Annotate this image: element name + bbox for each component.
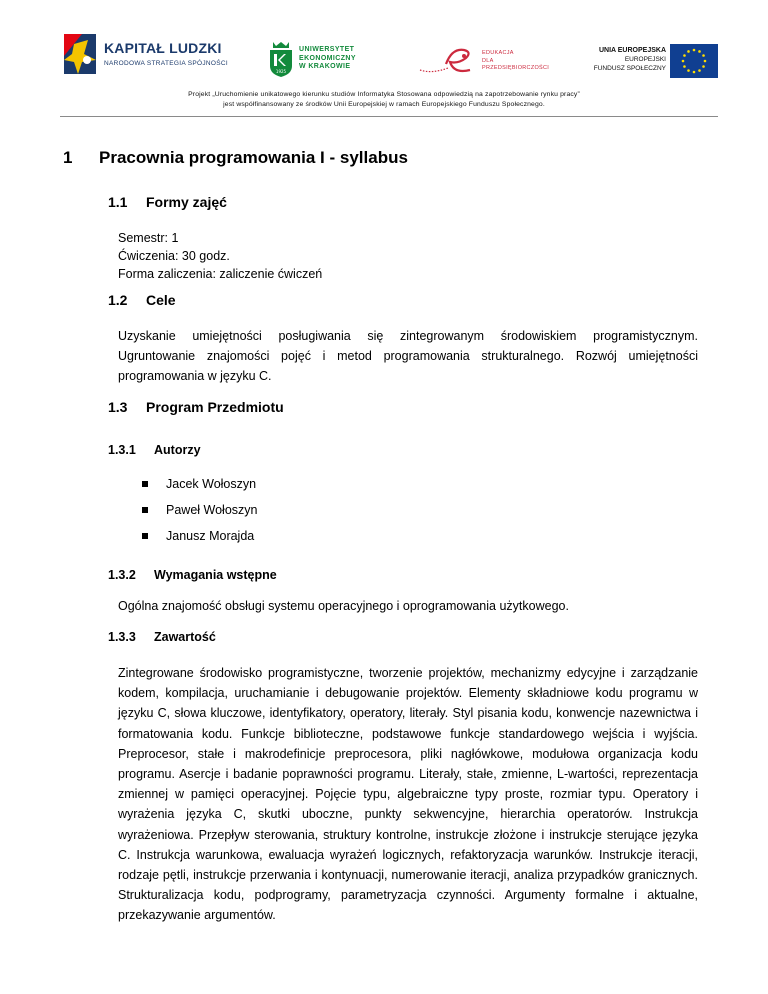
eu-star-icon: [687, 69, 690, 72]
eu-star-icon: [704, 60, 707, 63]
heading-1: [63, 148, 408, 168]
detail-line: Ćwiczenia: 30 godz.: [118, 249, 230, 263]
uniwersytet-line: EKONOMICZNY: [299, 54, 356, 62]
uniwersytet-line: UNIWERSYTET: [299, 46, 355, 53]
uniwersytet-logo: [267, 40, 377, 80]
bullet-square-icon: [142, 481, 148, 487]
heading-formy-zajec: [108, 194, 227, 210]
kapital-ludzki-title: KAPITAŁ LUDZKI: [104, 40, 222, 56]
eu-star-icon: [693, 71, 696, 74]
author-name: Jacek Wołoszyn: [166, 477, 257, 491]
heading-text: Pracownia programowania I - syllabus: [99, 148, 408, 167]
heading-number: 1.3.2: [108, 568, 136, 582]
heading-text: Cele: [146, 292, 176, 308]
heading-number: 1.3: [108, 399, 128, 415]
eu-flag-icon: [670, 44, 718, 78]
eu-star-icon: [702, 65, 705, 68]
eu-star-icon: [682, 60, 685, 63]
uniwersytet-name: [299, 46, 356, 72]
kapital-ludzki-emblem-icon: [60, 30, 100, 78]
uniwersytet-year: 1925: [275, 69, 287, 74]
heading-text: Zawartość: [154, 630, 216, 644]
bullet-square-icon: [142, 507, 148, 513]
heading-wymagania-wstepne: [108, 568, 277, 582]
unia-europejska-name: [594, 46, 666, 73]
heading-autorzy: [108, 443, 201, 457]
edukacja-name: [482, 50, 549, 73]
header-logos: [0, 0, 768, 108]
uniwersytet-crest-icon: [267, 40, 295, 78]
author-name: Janusz Morajda: [166, 529, 255, 543]
eu-star-icon: [698, 50, 701, 53]
eu-star-icon: [683, 54, 686, 57]
project-note-line: Projekt „Uruchomienie unikatowego kierunku studiów Informatyka Stosowana odpowiedzią na zapotrzebowanie rynku pracy”: [188, 91, 580, 98]
heading-zawartosc: [108, 630, 216, 644]
formy-zajec-details: [118, 229, 322, 283]
edukacja-logo: [418, 44, 550, 78]
unia-line: FUNDUSZ SPOŁECZNY: [593, 65, 666, 72]
unia-line: UNIA EUROPEJSKA: [598, 47, 666, 54]
eu-star-icon: [687, 50, 690, 53]
project-note: [0, 90, 768, 110]
heading-number: 1.3.1: [108, 443, 136, 457]
wymagania-paragraph: [118, 597, 569, 615]
eu-star-icon: [693, 49, 696, 52]
header-divider: [60, 116, 718, 117]
heading-text: Wymagania wstępne: [154, 568, 277, 582]
kapital-ludzki-subtitle: NARODOWA STRATEGIA SPÓJNOŚCI: [104, 60, 228, 67]
heading-cele: [108, 292, 176, 308]
edukacja-line: DLA: [482, 57, 494, 64]
uniwersytet-line: W KRAKOWIE: [299, 63, 351, 70]
heading-number: 1.2: [108, 292, 128, 308]
unia-line: EUROPEJSKI: [624, 56, 666, 63]
unia-europejska-logo: [588, 44, 718, 80]
heading-text: Program Przedmiotu: [146, 399, 284, 415]
zawartosc-paragraph: Zintegrowane środowisko programistyczne, tworzenie projektów, mechanizmy edycyjne i zarządzanie kodem, kompilacja, uruchamianie i debugowanie projektów. Elementy składniowe kodu programu w języku C, słowa kluczowe, identyfikatory, operatory, literały. Styl pisania kodu, konwencje nazewnictwa i formatowania kodu. Funkcje biblioteczne, podstawowe funkcje standardowego wejścia i wyjścia. Preprocesor, stałe i makrodefinicje preprocesora, pliki nagłówkowe, modułowa organizacja kodu programu. Asercje i badanie poprawności programu. Literały, stałe, zmienne, L-wartości, reprezentacja zmiennej w pamięci operacyjnej. Pojęcie typu, algebraiczne typy proste, rozmiar typu. Operatory i wyrażenia języka C, skutki uboczne, punkty sekwencyjne, hierarchia operatorów. Instrukcja wyrażeniowa. Przepływ sterowania, struktury kontrolne, instrukcje złożone i instrukcje sterujące języka C. Instrukcja warunkowa, ewaluacja wyrażeń logicznych, refaktoryzacja warunków. Instrukcje iteracji, rodzaje pętli, instrukcje przerwania i kontynuacji, numerowanie iteracji, analiza przypadków granicznych. Strukturalizacja kodu, podprogramy, parametryzacja czynności. Argumenty formalne i aktualne, przekazywanie argumentów.: [118, 666, 698, 923]
wymagania-text: Ogólna znajomość obsługi systemu operacyjnego i oprogramowania użytkowego.: [118, 599, 569, 613]
edukacja-line: PRZEDSIĘBIORCZOŚCI: [482, 65, 550, 71]
edukacja-swirl-icon: [418, 44, 480, 78]
detail-line: Forma zaliczenia: zaliczenie ćwiczeń: [118, 267, 323, 281]
detail-line: Semestr: 1: [118, 231, 179, 245]
heading-text: Formy zajęć: [146, 194, 227, 210]
eu-star-icon: [702, 54, 705, 57]
heading-number: 1.3.3: [108, 630, 136, 644]
author-name: Paweł Wołoszyn: [166, 503, 258, 517]
eu-star-icon: [683, 65, 686, 68]
kapital-ludzki-logo: [60, 30, 250, 78]
bullet-square-icon: [142, 533, 148, 539]
heading-text: Autorzy: [154, 443, 201, 457]
heading-program-przedmiotu: [108, 399, 284, 415]
heading-number: 1.1: [108, 194, 128, 210]
project-note-line: jest współfinansowany ze środków Unii Europejskiej w ramach Europejskiego Funduszu Społecznego.: [223, 101, 545, 108]
edukacja-line: EDUKACJA: [482, 50, 514, 56]
eu-star-icon: [698, 69, 701, 72]
heading-number: 1: [63, 148, 73, 167]
cele-paragraph: Uzyskanie umiejętności posługiwania się zintegrowanym środowiskiem programistycznym. Ugruntowanie znajomości pojęć i metod programowania strukturalnego. Rozwój umiejętności programowania w języku C.: [118, 329, 698, 384]
